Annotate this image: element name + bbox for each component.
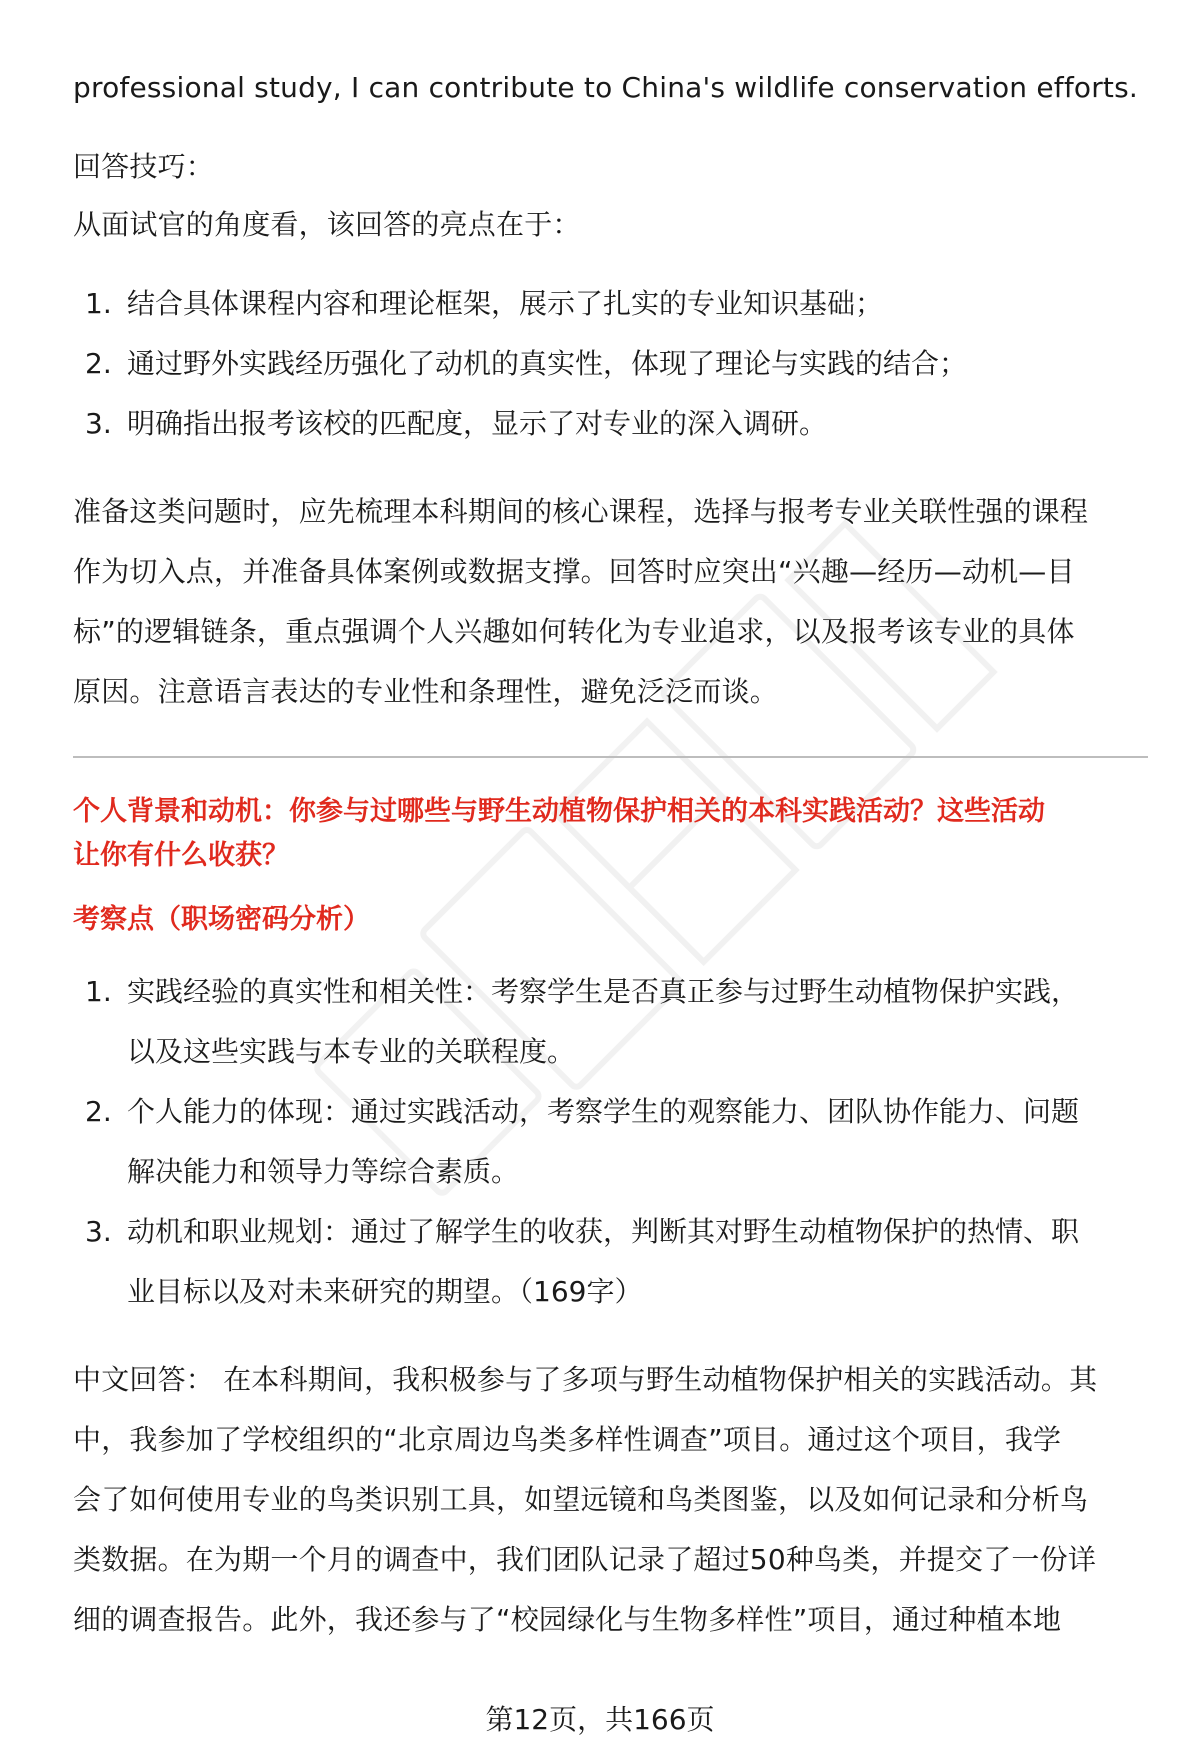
list-text: 动机和职业规划：通过了解学生的收获，判断其对野生动植物保护的热情、职 — [127, 1215, 1080, 1248]
advice-line: 作为切入点，并准备具体案例或数据支撑。回答时应突出“兴趣—经历—动机—目 — [73, 555, 1075, 588]
answer-line: 中，我参加了学校组织的“北京周边鸟类多样性调查”项目。通过这个项目，我学 — [73, 1423, 1062, 1456]
answer-line: 细的调查报告。此外，我还参与了“校园绿化与生物多样性”项目，通过种植本地 — [73, 1603, 1062, 1636]
tips-label: 回答技巧： — [73, 150, 215, 183]
list-item — [73, 962, 1148, 1082]
list-number: 1. — [85, 975, 112, 1008]
list-number: 2. — [85, 1095, 112, 1128]
question-title-line: 个人背景和动机：你参与过哪些与野生动植物保护相关的本科实践活动？这些活动 — [73, 796, 1045, 827]
list-item — [73, 1082, 1148, 1202]
answer-line: 中文回答： 在本科期间，我积极参与了多项与野生动植物保护相关的实践活动。其 — [73, 1363, 1098, 1396]
list-text: 以及这些实践与本专业的关联程度。 — [127, 1035, 576, 1068]
page-number-footer: 第12页，共166页 — [485, 1703, 715, 1736]
answer-line: 会了如何使用专业的鸟类识别工具，如望远镜和鸟类图鉴，以及如何记录和分析鸟 — [73, 1483, 1089, 1516]
content-area — [73, 58, 1148, 1650]
list-text: 明确指出报考该校的匹配度，显示了对专业的深入调研。 — [127, 407, 828, 440]
advice-paragraph — [73, 482, 1148, 722]
list-text: 结合具体课程内容和理论框架，展示了扎实的专业知识基础； — [127, 287, 884, 320]
answer-line: 类数据。在为期一个月的调查中，我们团队记录了超过50种鸟类，并提交了一份详 — [73, 1543, 1097, 1576]
list-number: 3. — [85, 407, 112, 440]
list-number: 2. — [85, 347, 112, 380]
section-divider — [73, 756, 1148, 758]
list-item — [73, 274, 1148, 334]
intro-line: professional study, I can contribute to China's wildlife conservation efforts. — [73, 71, 1138, 104]
question-title — [73, 790, 1148, 878]
answer-paragraph — [73, 1350, 1148, 1650]
list-item — [73, 394, 1148, 454]
list-item — [73, 1202, 1148, 1322]
advice-line: 标”的逻辑链条，重点强调个人兴趣如何转化为专业追求，以及报考该专业的具体 — [73, 615, 1075, 648]
analysis-points — [73, 962, 1148, 1322]
list-text: 业目标以及对未来研究的期望。（169字） — [127, 1275, 643, 1308]
list-text: 个人能力的体现：通过实践活动，考察学生的观察能力、团队协作能力、问题 — [127, 1095, 1080, 1128]
list-item — [73, 334, 1148, 394]
advice-line: 原因。注意语言表达的专业性和条理性，避免泛泛而谈。 — [73, 675, 779, 708]
list-number: 3. — [85, 1215, 112, 1248]
tips-lead: 从面试官的角度看，该回答的亮点在于： — [73, 208, 581, 241]
analysis-subtitle: 考察点（职场密码分析） — [73, 904, 370, 935]
list-number: 1. — [85, 287, 112, 320]
tips-list — [73, 274, 1148, 454]
list-text: 解决能力和领导力等综合素质。 — [127, 1155, 520, 1188]
question-title-line: 让你有什么收获？ — [73, 840, 289, 871]
list-text: 通过野外实践经历强化了动机的真实性，体现了理论与实践的结合； — [127, 347, 968, 380]
list-text: 实践经验的真实性和相关性：考察学生是否真正参与过野生动植物保护实践， — [127, 975, 1080, 1008]
advice-line: 准备这类问题时，应先梳理本科期间的核心课程，选择与报考专业关联性强的课程 — [73, 495, 1089, 528]
